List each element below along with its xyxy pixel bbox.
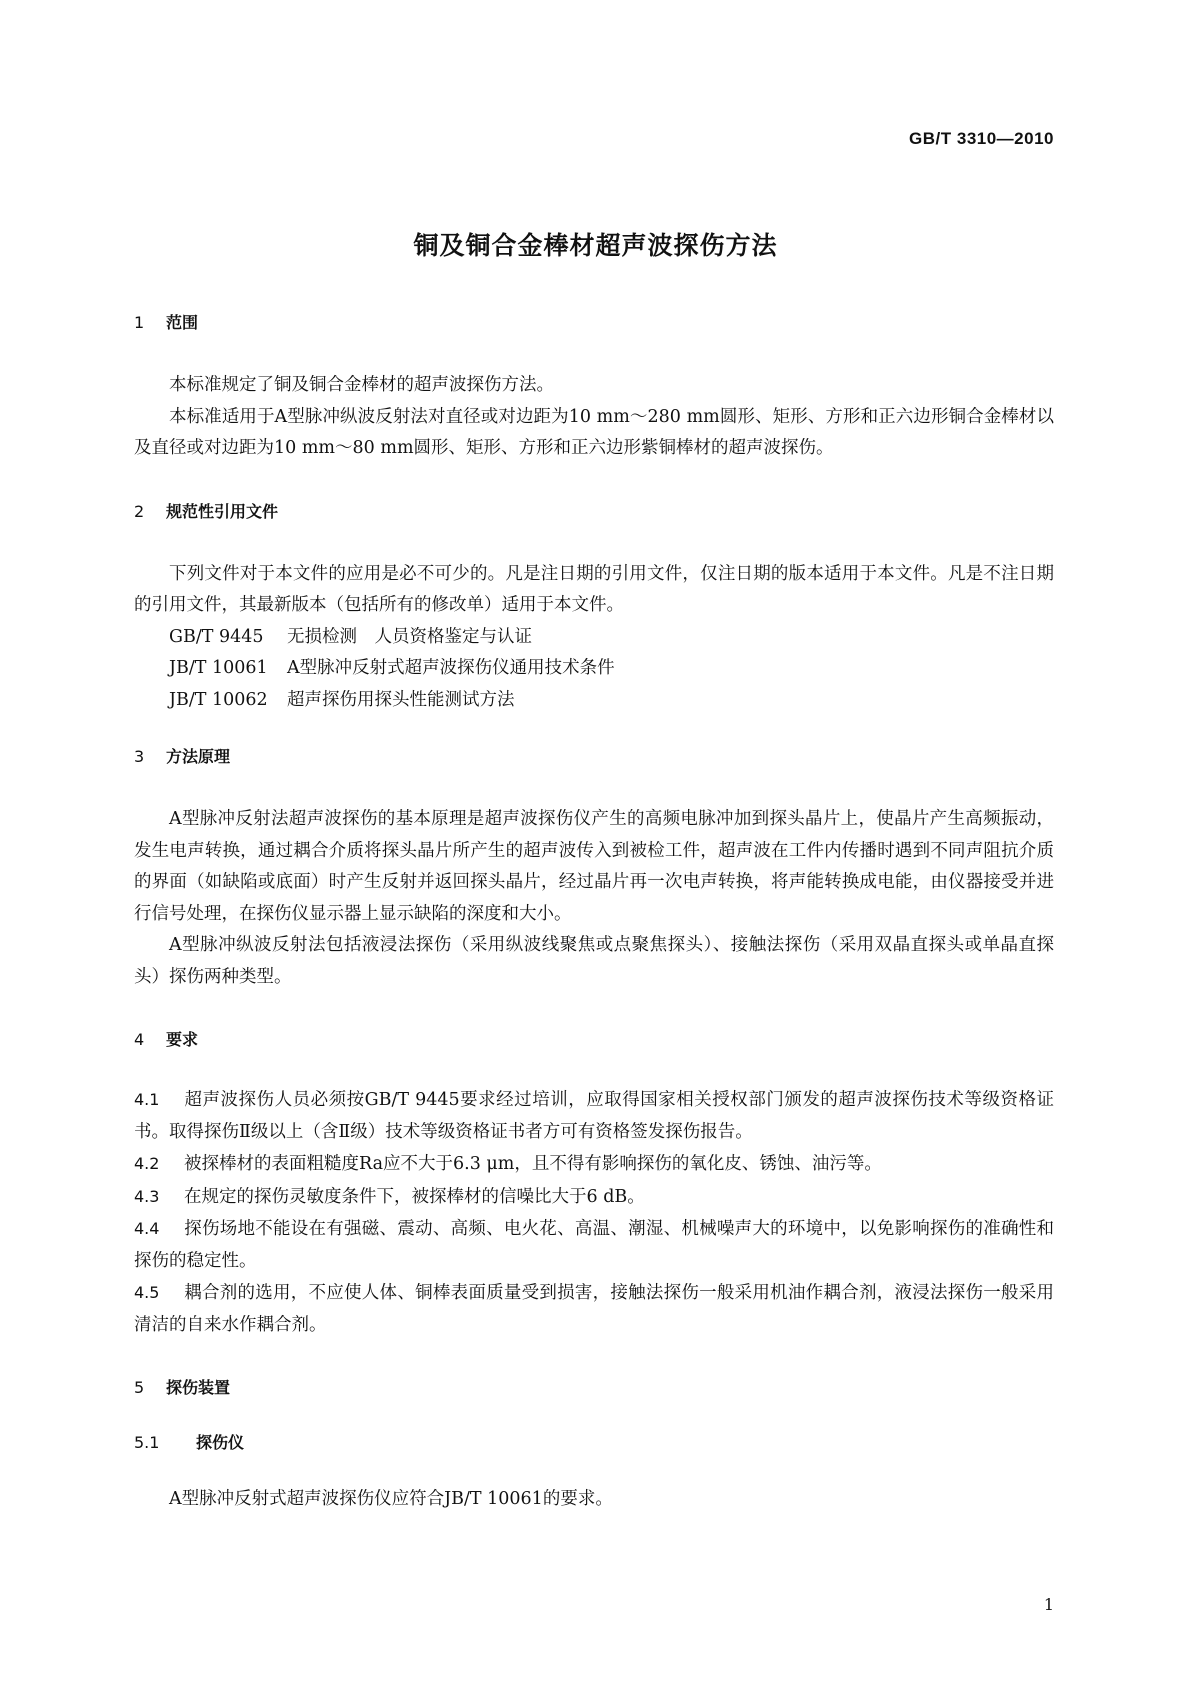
normative-reference xyxy=(134,653,1054,685)
clause-number: 4.5 xyxy=(134,1283,160,1302)
section-title: 探伤装置 xyxy=(166,1378,231,1397)
section-title: 方法原理 xyxy=(166,747,231,766)
standard-code: GB/T 3310—2010 xyxy=(909,129,1054,148)
reference-title: 超声探伤用探头性能测试方法 xyxy=(287,689,515,710)
paragraph: A型脉冲反射法超声波探伤的基本原理是超声波探伤仪产生的高频电脉冲加到探头晶片上，使晶片产生高频振动，发生电声转换，通过耦合介质将探头晶片所产生的超声波传入到被检工件，超声波在工件内传播时遇到不同声阻抗介质的界面（如缺陷或底面）时产生反射并返回探头晶片，经过晶片再一次电声转换，将声能转换成电能，由仪器接受并进行信号处理，在探伤仪显示器上显示缺陷的深度和大小。 xyxy=(134,809,1054,924)
reference-title: A型脉冲反射式超声波探伤仪通用技术条件 xyxy=(287,658,615,678)
section-number: 4 xyxy=(134,1030,145,1049)
section-4-heading xyxy=(134,1029,1054,1051)
clause-4-4 xyxy=(134,1213,1054,1277)
reference-code: JB/T 10061 xyxy=(169,658,268,678)
subsection-5-1-heading xyxy=(134,1432,1054,1454)
section-5-heading xyxy=(134,1377,1054,1399)
paragraph: A型脉冲纵波反射法包括液浸法探伤（采用纵波线聚焦或点聚焦探头）、接触法探伤（采用双晶直探头或单晶直探头）探伤两种类型。 xyxy=(134,935,1054,987)
clause-text: 探伤场地不能设在有强磁、震动、高频、电火花、高温、潮湿、机械噪声大的环境中，以免影响探伤的准确性和探伤的稳定性。 xyxy=(134,1219,1054,1271)
reference-code: GB/T 9445 xyxy=(169,626,264,647)
section-title: 范围 xyxy=(166,313,199,332)
paragraph: 本标准适用于A型脉冲纵波反射法对直径或对边距为10 mm～280 mm圆形、矩形、方形和正六边形铜合金棒材以及直径或对边距为10 mm～80 mm圆形、矩形、方形和正六边形紫铜棒材的超声波探伤。 xyxy=(134,406,1054,458)
section-number: 5 xyxy=(134,1378,145,1397)
clause-number: 4.3 xyxy=(134,1186,160,1206)
clause-text: 在规定的探伤灵敏度条件下，被探棒材的信噪比大于6 dB。 xyxy=(184,1186,645,1207)
section-2-heading xyxy=(134,501,1054,523)
section-1-heading xyxy=(134,312,1054,334)
paragraph: 下列文件对于本文件的应用是必不可少的。凡是注日期的引用文件，仅注日期的版本适用于本文件。凡是不注日期的引用文件，其最新版本（包括所有的修改单）适用于本文件。 xyxy=(134,563,1054,615)
section-number: 2 xyxy=(134,501,145,521)
section-title: 规范性引用文件 xyxy=(166,501,279,521)
clause-number: 4.4 xyxy=(134,1219,160,1238)
clause-number: 4.2 xyxy=(134,1154,160,1173)
paragraph: 本标准规定了铜及铜合金棒材的超声波探伤方法。 xyxy=(169,375,554,395)
normative-reference xyxy=(134,622,1054,654)
clause-4-5 xyxy=(134,1277,1054,1341)
page-number: 1 xyxy=(1043,1595,1054,1614)
clause-4-3 xyxy=(134,1181,1054,1214)
clause-text: 被探棒材的表面粗糙度Ra应不大于6.3 μm，且不得有影响探伤的氧化皮、锈蚀、油污等。 xyxy=(184,1154,882,1174)
clause-text: 耦合剂的选用，不应使人体、铜棒表面质量受到损害，接触法探伤一般采用机油作耦合剂，液浸法探伤一般采用清洁的自来水作耦合剂。 xyxy=(134,1283,1054,1335)
section-title: 要求 xyxy=(166,1030,199,1049)
subsection-title: 探伤仪 xyxy=(196,1433,245,1452)
paragraph: A型脉冲反射式超声波探伤仪应符合JB/T 10061的要求。 xyxy=(169,1489,613,1509)
reference-title: 无损检测 人员资格鉴定与认证 xyxy=(287,626,532,647)
section-number: 1 xyxy=(134,313,145,332)
document-title: 铜及铜合金棒材超声波探伤方法 xyxy=(413,231,778,260)
subsection-number: 5.1 xyxy=(134,1433,160,1452)
clause-text: 超声波探伤人员必须按GB/T 9445要求经过培训，应取得国家相关授权部门颁发的超声波探伤技术等级资格证书。取得探伤Ⅱ级以上（含Ⅱ级）技术等级资格证书者方可有资格签发探伤报告。 xyxy=(134,1090,1054,1142)
clause-4-2 xyxy=(134,1148,1054,1181)
reference-code: JB/T 10062 xyxy=(169,689,268,710)
clause-number: 4.1 xyxy=(134,1090,160,1109)
section-3-heading xyxy=(134,746,1054,768)
clause-4-1 xyxy=(134,1084,1054,1148)
normative-reference xyxy=(134,685,1054,717)
document-body xyxy=(134,312,1054,1516)
section-number: 3 xyxy=(134,747,145,766)
